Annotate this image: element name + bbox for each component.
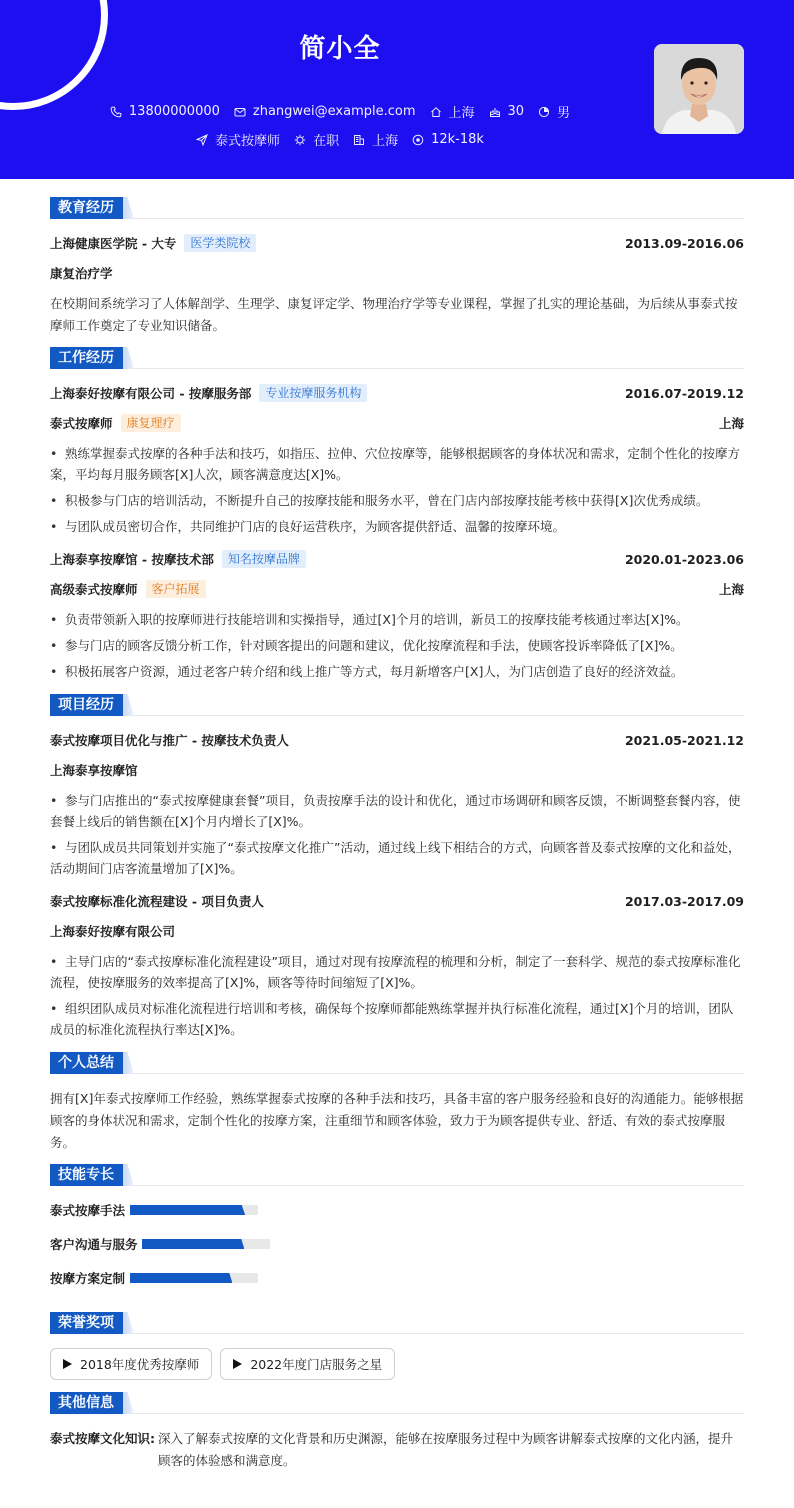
- skills-heading: [50, 1164, 744, 1186]
- salary-item: [412, 132, 484, 147]
- project-row: [50, 891, 744, 911]
- work-bullets: [50, 609, 744, 682]
- list-item: • 与团队成员共同策划并实施了“泰式按摩文化推广”活动，通过线上线下相结合的方式，向顾客普及泰式按摩的文化和益处，活动期间门店客流量增加了[X]%。: [50, 837, 744, 879]
- work-city: 上海: [718, 582, 744, 597]
- section-title: 技能专长: [50, 1164, 123, 1186]
- list-item: • 组织团队成员对标准化流程进行培训和考核，确保每个按摩师都能熟练掌握并执行标准化流程，通过[X]个月的培训，团队成员的标准化流程执行率达[X]%。: [50, 998, 744, 1040]
- section-title: 教育经历: [50, 197, 123, 219]
- work-city-item: [353, 130, 398, 149]
- project-date: 2021.05-2021.12: [624, 732, 744, 748]
- email-text: zhangwei@example.com: [252, 104, 416, 119]
- company-tag: 专业按摩服务机构: [259, 384, 367, 402]
- project-entry: [50, 891, 744, 1040]
- home-icon: [430, 106, 442, 118]
- salary-icon: [412, 134, 424, 146]
- work-city-text: 上海: [372, 134, 399, 149]
- gender-item: [538, 102, 570, 121]
- play-icon: [233, 1359, 242, 1369]
- company-name: 上海泰享按摩馆 - 按摩技术部: [50, 552, 214, 567]
- project-date: 2017.03-2017.09: [624, 893, 744, 909]
- other-label: 泰式按摩文化知识:: [50, 1431, 155, 1446]
- list-item: • 参与门店的顾客反馈分析工作，针对顾客提出的问题和建议，优化按摩流程和手法，使顾客投诉率降低了[X]%。: [50, 635, 744, 656]
- company-row: [50, 383, 744, 403]
- phone-icon: [110, 106, 122, 118]
- resume-header: [0, 0, 794, 179]
- contact-row: [0, 102, 680, 121]
- role-row: [50, 579, 744, 599]
- other-section: [50, 1392, 744, 1472]
- education-section: [50, 197, 744, 337]
- salary-text: 12k-18k: [431, 132, 484, 147]
- age-text: 30: [507, 104, 525, 119]
- skills-section: [50, 1164, 744, 1302]
- skill-name: 按摩方案定制: [50, 1271, 126, 1286]
- education-date: 2013.09-2016.06: [624, 235, 744, 251]
- role-tag: 客户拓展: [146, 580, 206, 598]
- skill-item: [50, 1268, 403, 1288]
- phone-text: 13800000000: [128, 104, 220, 119]
- work-city: 上海: [718, 416, 744, 431]
- project-row: [50, 730, 744, 750]
- skill-bar: [130, 1205, 258, 1215]
- mail-icon: [234, 106, 246, 118]
- list-item: • 熟练掌握泰式按摩的各种手法和技巧，如指压、拉伸、穴位按摩等，能够根据顾客的身体状况和需求，定制个性化的按摩方案，平均每月服务顾客[X]人次，顾客满意度达[X]%。: [50, 443, 744, 485]
- project-org-row: [50, 921, 744, 941]
- job-text: 泰式按摩师: [215, 134, 281, 149]
- award-label: 2018年度优秀按摩师: [80, 1357, 200, 1372]
- project-heading: [50, 694, 744, 716]
- building-icon: [353, 134, 365, 146]
- awards-list: [50, 1348, 744, 1380]
- resume-body: [50, 197, 744, 1482]
- city-text: 上海: [448, 106, 475, 121]
- skill-fill: [142, 1239, 244, 1249]
- skill-name: 客户沟通与服务: [50, 1237, 138, 1252]
- role-row: [50, 413, 744, 433]
- award-chip: [50, 1348, 212, 1380]
- section-title: 工作经历: [50, 347, 123, 369]
- role-name: 泰式按摩师: [50, 416, 113, 431]
- other-value: 深入了解泰式按摩的文化背景和历史渊源，能够在按摩服务过程中为顾客讲解泰式按摩的文化内涵，提升顾客的体验感和满意度。: [158, 1431, 734, 1468]
- work-date: 2016.07-2019.12: [624, 385, 744, 401]
- project-section: [50, 694, 744, 1040]
- gender-icon: [538, 106, 550, 118]
- section-title: 荣誉奖项: [50, 1312, 123, 1334]
- project-org: 上海泰好按摩有限公司: [50, 924, 176, 939]
- list-item: • 主导门店的“泰式按摩标准化流程建设”项目，通过对现有按摩流程的梳理和分析，制定了一套科学、规范的泰式按摩标准化流程，使按摩服务的效率提高了[X]%，顾客等待时间缩短了[X]%。: [50, 951, 744, 993]
- work-section: [50, 347, 744, 682]
- project-entry: [50, 730, 744, 879]
- status-icon: [294, 134, 306, 146]
- work-entry: [50, 383, 744, 537]
- award-chip: [220, 1348, 395, 1380]
- skill-item: [50, 1200, 403, 1220]
- role-name: 高级泰式按摩师: [50, 582, 138, 597]
- education-row: [50, 233, 744, 253]
- project-name: 泰式按摩标准化流程建设 - 项目负责人: [50, 894, 264, 909]
- phone-item: [110, 104, 220, 119]
- list-item: • 积极参与门店的培训活动，不断提升自己的按摩技能和服务水平，曾在门店内部按摩技能考核中获得[X]次优秀成绩。: [50, 490, 744, 511]
- project-name: 泰式按摩项目优化与推广 - 按摩技术负责人: [50, 733, 289, 748]
- school-tag: 医学类院校: [184, 234, 256, 252]
- skill-fill: [130, 1273, 232, 1283]
- school-name: 上海健康医学院 - 大专: [50, 236, 177, 251]
- company-name: 上海泰好按摩有限公司 - 按摩服务部: [50, 386, 252, 401]
- play-icon: [63, 1359, 72, 1369]
- cake-icon: [489, 106, 501, 118]
- awards-section: [50, 1312, 744, 1380]
- education-heading: [50, 197, 744, 219]
- section-title: 个人总结: [50, 1052, 123, 1074]
- summary-text: 拥有[X]年泰式按摩师工作经验，熟练掌握泰式按摩的各种手法和技巧，具备丰富的客户服务经验和良好的沟通能力。能够根据顾客的身体状况和需求，定制个性化的按摩方案，注重细节和顾客体验，致力于为顾客提供专业、舒适、有效的泰式按摩服务。: [50, 1091, 744, 1150]
- major-row: [50, 263, 744, 283]
- work-entry: [50, 549, 744, 682]
- job-row: [0, 130, 680, 149]
- company-tag: 知名按摩品牌: [222, 550, 306, 568]
- other-heading: [50, 1392, 744, 1414]
- list-item: • 与团队成员密切合作，共同维护门店的良好运营秩序，为顾客提供舒适、温馨的按摩环境。: [50, 516, 744, 537]
- skill-name: 泰式按摩手法: [50, 1203, 126, 1218]
- role-tag: 康复理疗: [121, 414, 181, 432]
- work-bullets: [50, 443, 744, 537]
- award-label: 2022年度门店服务之星: [250, 1357, 383, 1372]
- skill-bar: [130, 1273, 258, 1283]
- send-icon: [196, 134, 208, 146]
- list-item: • 参与门店推出的“泰式按摩健康套餐”项目，负责按摩手法的设计和优化，通过市场调研和顾客反馈，不断调整套餐内容，使套餐上线后的销售额在[X]个月内增长了[X]%。: [50, 790, 744, 832]
- project-bullets: [50, 951, 744, 1040]
- project-org: 上海泰享按摩馆: [50, 763, 138, 778]
- project-bullets: [50, 790, 744, 879]
- work-heading: [50, 347, 744, 369]
- other-row: [50, 1428, 744, 1472]
- skill-fill: [130, 1205, 245, 1215]
- section-title: 项目经历: [50, 694, 123, 716]
- email-item: [234, 104, 416, 119]
- summary-heading: [50, 1052, 744, 1074]
- avatar-portrait: [654, 44, 744, 134]
- summary-section: [50, 1052, 744, 1154]
- gender-text: 男: [557, 106, 571, 121]
- awards-heading: [50, 1312, 744, 1334]
- skills-list: [50, 1200, 744, 1302]
- job-item: [196, 130, 280, 149]
- status-text: 在职: [313, 134, 340, 149]
- city-item: [430, 102, 475, 121]
- candidate-name: 简小全: [299, 34, 381, 64]
- skill-bar: [142, 1239, 270, 1249]
- age-item: [489, 104, 525, 119]
- company-row: [50, 549, 744, 569]
- education-desc: 在校期间系统学习了人体解剖学、生理学、康复评定学、物理治疗学等专业课程，掌握了扎实的理论基础，为后续从事泰式按摩师工作奠定了专业知识储备。: [50, 296, 738, 333]
- avatar: [654, 44, 744, 134]
- list-item: • 负责带领新入职的按摩师进行技能培训和实操指导，通过[X]个月的培训，新员工的按摩技能考核通过率达[X]%。: [50, 609, 744, 630]
- major-name: 康复治疗学: [50, 266, 113, 281]
- work-date: 2020.01-2023.06: [624, 551, 744, 567]
- list-item: • 积极拓展客户资源，通过老客户转介绍和线上推广等方式，每月新增客户[X]人，为门店创造了良好的经济效益。: [50, 661, 744, 682]
- skill-item: [50, 1234, 403, 1254]
- status-item: [294, 130, 339, 149]
- section-title: 其他信息: [50, 1392, 123, 1414]
- project-org-row: [50, 760, 744, 780]
